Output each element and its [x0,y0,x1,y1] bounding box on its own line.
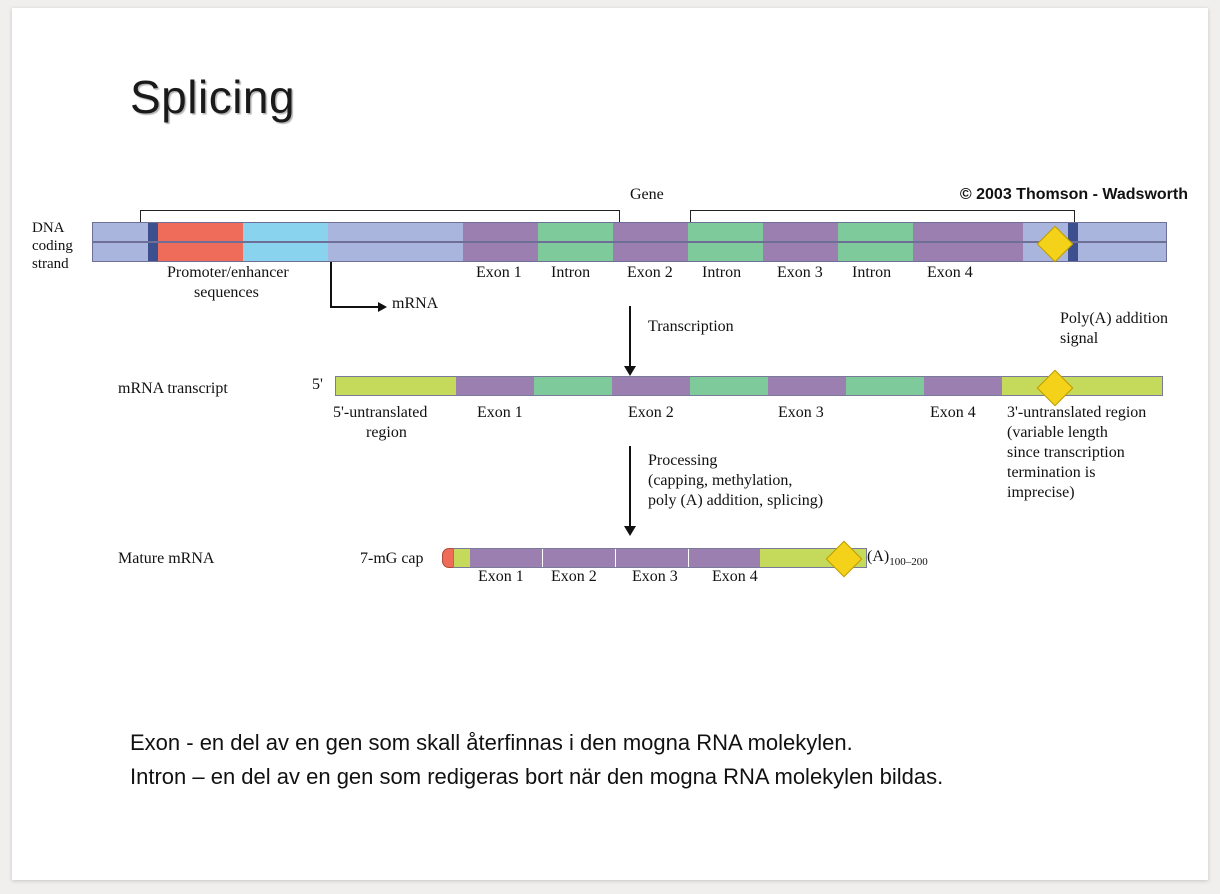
dna-coding-strand-label-3: strand [32,256,69,272]
dna-coding-strand-label-2: coding [32,238,73,254]
mature-label-exon-2: Exon 2 [551,568,597,585]
mrna-leader-label: mRNA [392,295,439,312]
transcript-label-exon-4: Exon 4 [930,404,976,421]
dna-strand-top [92,222,1167,242]
transcript-label-exon-1: Exon 1 [477,404,523,421]
three-utr-label-2: (variable length [1007,424,1108,441]
five-utr-label-1: 5'-untranslated [333,404,428,421]
dna-label-exon-2: Exon 2 [627,264,673,281]
page-title: Splicing [130,71,296,123]
mature-mrna-label: Mature mRNA [118,550,215,567]
processing-arrow-head [624,526,636,536]
transcription-arrow-line [629,306,631,368]
polya-tail-label: $(A)_{100-200}$ [867,548,928,569]
splicing-diagram [12,168,1208,628]
gene-label: Gene [630,186,664,203]
processing-label-3: poly (A) addition, splicing) [648,492,824,509]
transcript-label-exon-2: Exon 2 [628,404,674,421]
transcription-label: Transcription [648,318,734,335]
mrna-leader-arrowhead [378,302,387,312]
dna-label-exon-1: Exon 1 [476,264,522,281]
mature-mrna-bar [453,548,867,568]
processing-label-2: (capping, methylation, [648,472,793,489]
five-utr-label-2: region [366,424,407,441]
mrna-transcript-label: mRNA transcript [118,380,228,397]
polya-tail-subscript: 100–200 [889,556,928,569]
dna-label-exon-3: Exon 3 [777,264,823,281]
dna-label-exon-4: Exon 4 [927,264,973,281]
dna-label-intron-3: Intron [852,264,892,281]
polya-signal-diamond-mature [826,541,863,578]
three-utr-label-5: imprecise) [1007,484,1075,501]
dna-label-intron-1: Intron [551,264,591,281]
processing-label-1: Processing [648,452,718,469]
transcript-label-exon-3: Exon 3 [778,404,824,421]
mature-label-exon-1: Exon 1 [478,568,524,585]
caption-exon: Exon - en del av en gen som skall återfinnas i den mogna RNA molekylen. [130,730,853,755]
copyright-notice: © 2003 Thomson - Wadsworth [959,186,1188,203]
cap-label: 7-mG cap [360,550,424,567]
mature-label-exon-4: Exon 4 [712,568,758,585]
promoter-label-1: Promoter/enhancer [167,264,289,281]
caption-intron: Intron – en del av en gen som redigeras bort när den mogna RNA molekylen bildas. [130,764,944,789]
mrna-leader-horizontal [330,306,380,308]
three-utr-label-1: 3'-untranslated region [1007,404,1147,421]
dna-label-intron-2: Intron [702,264,742,281]
processing-arrow-line [629,446,631,528]
mrna-leader-vertical [330,262,332,308]
three-utr-label-3: since transcription [1007,444,1125,461]
mature-label-exon-3: Exon 3 [632,568,678,585]
transcription-arrow-head [624,366,636,376]
dna-coding-strand-label: DNA [32,220,65,236]
polya-signal-label-2: signal [1060,330,1099,347]
three-utr-label-4: termination is [1007,464,1096,481]
dna-strand-bottom [92,242,1167,262]
polya-signal-label-1: Poly(A) addition [1060,310,1168,327]
promoter-label-2: sequences [194,284,259,301]
slide [12,8,1208,880]
five-prime-label: 5' [312,376,323,393]
